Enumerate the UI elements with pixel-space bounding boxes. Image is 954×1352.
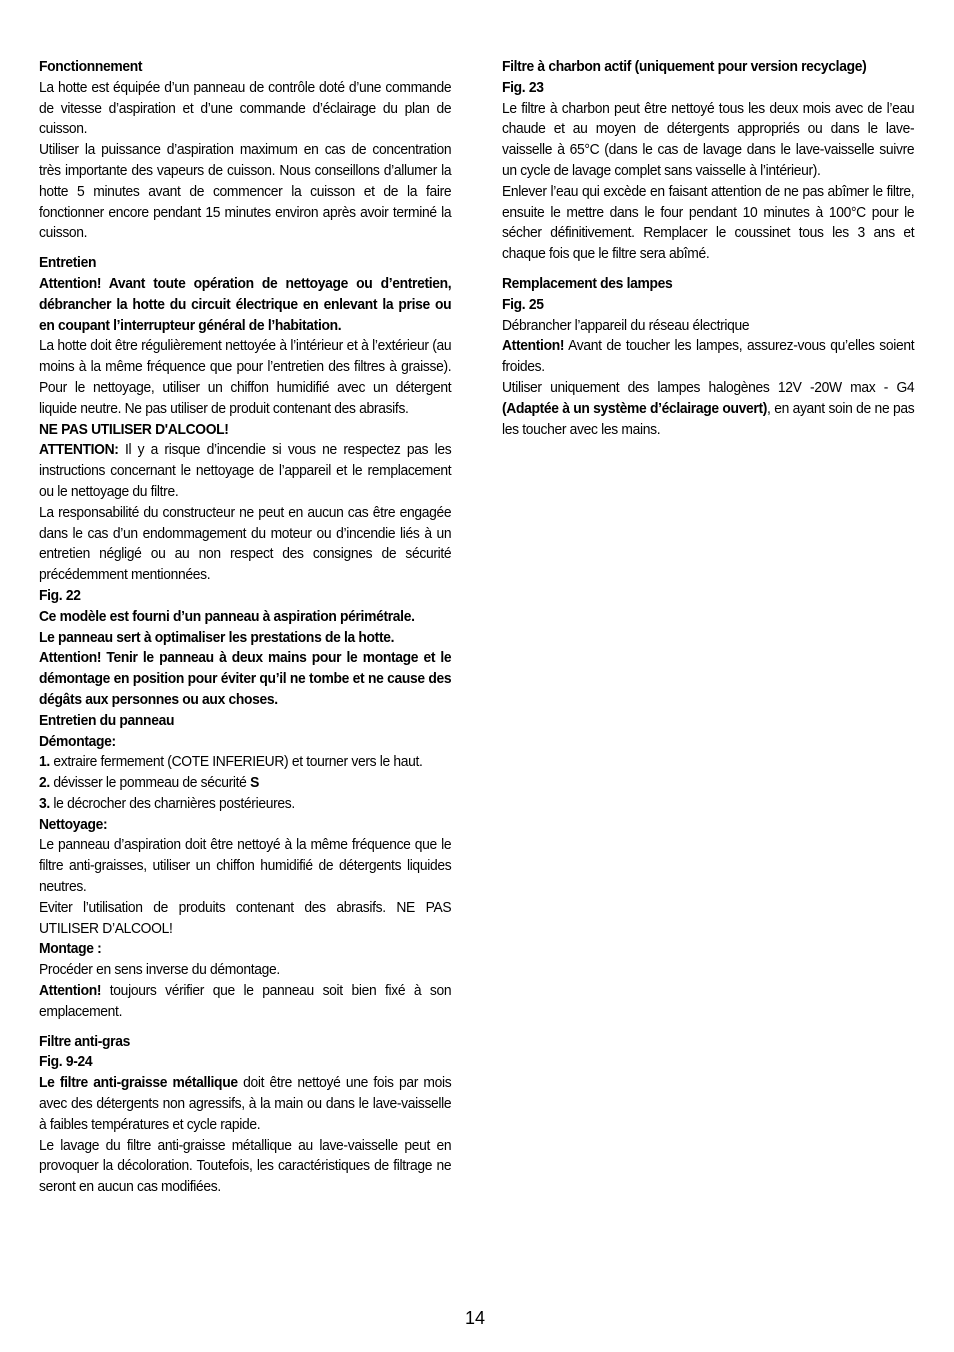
heading-entretien-panneau: Entretien du panneau [39, 712, 175, 729]
filtre-charbon-paragraph-2: Enlever l’eau qui excède en faisant attention de ne pas abîmer le filtre, ensuite le mettre dans le four pendant 10 minutes à 100°C pour le sécher définitivement. Remplacer le coussinet tous les 3 ans et chaque fois que le filtre sera abîmé. [502, 183, 915, 263]
heading-filtre-charbon: Filtre à charbon actif (uniquement pour version recyclage) [502, 59, 867, 75]
fig-22-label: Fig. 22 [39, 587, 81, 604]
fonctionnement-paragraph-1: La hotte est équipée d’un panneau de contrôle doté d’une commande de vitesse d’aspiration et d’une commande d’éclairage du plan de cuisson. [39, 79, 452, 138]
no-alcohol-warning: NE PAS UTILISER D'ALCOOL! [39, 421, 229, 438]
montage-paragraph: Procéder en sens inverse du démontage. [39, 962, 280, 979]
heading-remplacement-lampes: Remplacement des lampes [502, 275, 673, 292]
filtre-metallique-text: doit être nettoyé une fois par mois avec des détergents non agressifs, à la main ou dans le lave-vaisselle à faibles températures et cycle rapide. [39, 1075, 452, 1133]
attention-text: Il y a risque d’incendie si vous ne respectez pas les instructions concernant le nettoyage de l’appareil et le remplacement ou le nettoyage du filtre. [39, 442, 452, 500]
fig-23-label: Fig. 23 [502, 79, 544, 96]
filtre-anti-gras-paragraph-2: Le lavage du filtre anti-graisse métallique au lave-vaisselle peut en provoquer la décoloration. Toutefois, les caractéristiques de filtrage ne seront en aucun cas modifiées. [39, 1137, 452, 1196]
fig-9-24-label: Fig. 9-24 [39, 1054, 93, 1071]
panel-info-1: Ce modèle est fourni d’un panneau à aspiration périmétrale. [39, 608, 415, 625]
step-3-text: le décrocher des charnières postérieures. [49, 795, 295, 812]
right-column [502, 57, 914, 440]
lampes-p3-bold: (Adaptée à un système d’éclairage ouvert) [502, 400, 768, 417]
attention-label: ATTENTION: [39, 442, 119, 459]
lampes-attention [502, 336, 914, 378]
montage-attention-text: toujours vérifier que le panneau soit bien fixé à son emplacement. [39, 983, 452, 1020]
heading-entretien: Entretien [39, 255, 97, 272]
left-column [39, 57, 451, 1198]
step-3-number: 3. [39, 795, 50, 812]
filtre-anti-gras-paragraph-1 [39, 1073, 451, 1135]
step-2-number: 2. [39, 775, 50, 792]
lampes-p3-end: , en ayant soin de ne pas les toucher avec les mains. [502, 400, 915, 438]
fire-risk-paragraph [39, 440, 451, 502]
fonctionnement-paragraph-2: Utiliser la puissance d’aspiration maximum en cas de concentration très importante des vapeurs de cuisson. Nous conseillons d’allumer la hotte 5 minutes avant de commencer la cuisson et de la faire fonctionner encore pendant 15 minutes environ après avoir terminé la cuisson. [39, 142, 452, 242]
nettoyage-label: Nettoyage: [39, 816, 108, 833]
panel-info-2: Le panneau sert à optimaliser les prestations de la hotte. [39, 629, 395, 646]
filtre-metallique-label: Le filtre anti-graisse métallique [39, 1075, 238, 1092]
fig-25-label: Fig. 25 [502, 296, 544, 313]
step-1-number: 1. [39, 754, 50, 771]
lampes-paragraph-1: Débrancher l’appareil du réseau électrique [502, 317, 750, 334]
montage-label: Montage : [39, 941, 102, 958]
lampes-paragraph-3 [502, 378, 914, 440]
step-2-letter: S [250, 775, 260, 792]
step-1-text: extraire fermement (COTE INFERIEUR) et tourner vers le haut. [49, 754, 423, 771]
demontage-step-1 [39, 752, 451, 773]
entretien-paragraph-1: La hotte doit être régulièrement nettoyée à l’intérieur et à l’extérieur (au moins à la même fréquence que pour l’entretien des filtres à graisse). Pour le nettoyage, utiliser un chiffon humidifié avec un détergent liquide neutre. Ne pas utiliser de produit contenant des abrasifs. [39, 338, 452, 417]
page-number: 14 [465, 1308, 486, 1328]
heading-filtre-anti-gras: Filtre anti-gras [39, 1033, 130, 1050]
demontage-step-2 [39, 773, 451, 794]
lampes-attention-text: Avant de toucher les lampes, assurez-vous qu’elles soient froides. [502, 338, 915, 376]
step-2-text: dévisser le pommeau de sécurité [49, 775, 251, 792]
lampes-attention-label: Attention! [502, 338, 565, 355]
demontage-step-3 [39, 794, 451, 815]
demontage-label: Démontage: [39, 733, 116, 750]
heading-fonctionnement: Fonctionnement [39, 59, 143, 75]
nettoyage-paragraph-2: Eviter l’utilisation de produits contenant des abrasifs. NE PAS UTILISER D’ALCOOL! [39, 899, 452, 937]
nettoyage-paragraph-1: Le panneau d’aspiration doit être nettoyé à la même fréquence que le filtre anti-graisses, utiliser un chiffon humidifié de détergents liquides neutres. [39, 837, 452, 896]
lampes-p3-start: Utiliser uniquement des lampes halogènes 12V -20W max - G4 [502, 379, 915, 396]
montage-attention [39, 981, 451, 1023]
entretien-warning: Attention! Avant toute opération de nettoyage ou d’entretien, débrancher la hotte du circuit électrique en enlevant la prise ou en coupant l’interrupteur général de l’habitation. [39, 275, 452, 334]
panel-attention: Attention! Tenir le panneau à deux mains pour le montage et le démontage en position pour éviter qu’il ne tombe et ne cause des dégâts aux personnes ou aux choses. [39, 650, 452, 708]
entretien-paragraph-2: La responsabilité du constructeur ne peut en aucun cas être engagée dans le cas d’un endommagement du moteur ou d’incendie liés à un entretien négligé ou au non respect des consignes de sécurité précédemment mentionnées. [39, 504, 452, 584]
filtre-charbon-paragraph-1: Le filtre à charbon peut être nettoyé tous les deux mois avec de l’eau chaude et au moyen de détergents appropriés ou dans le lave-vaisselle à 65°C (dans le cas de lavage dans le lave-vaisselle suivre un cycle de lavage complet sans vaisselle à l’intérieur). [502, 100, 915, 179]
montage-attention-label: Attention! [39, 983, 102, 1000]
